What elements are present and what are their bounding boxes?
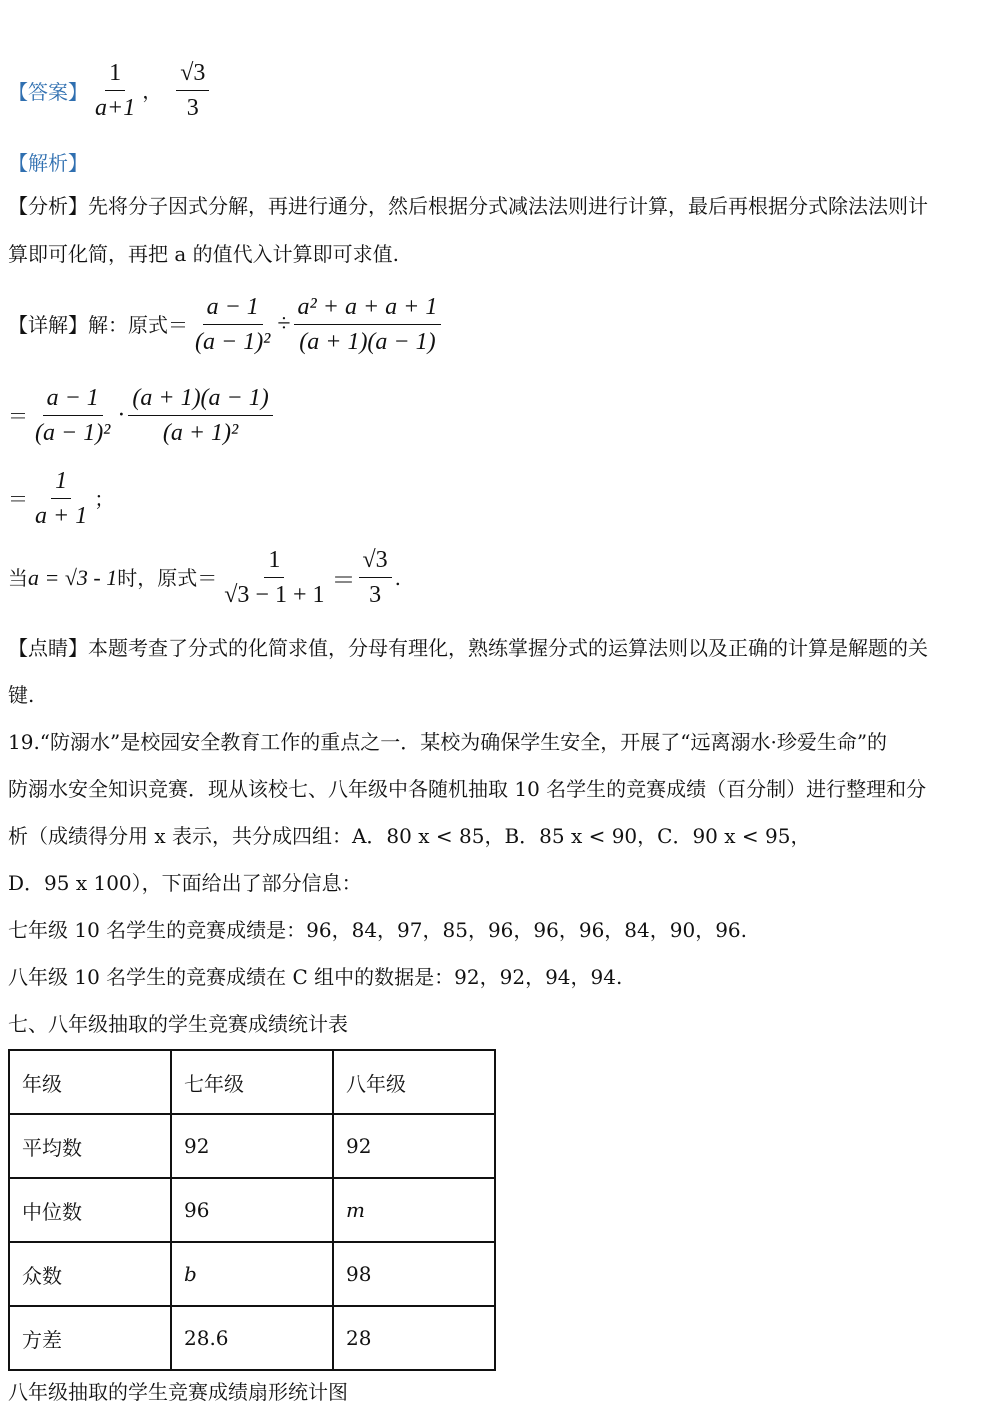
table-row bbox=[9, 1178, 495, 1242]
q19-line-3: 析（成绩得分用 x 表示，共分成四组：A．80 x < 85，B．85 x < 90，C．90 x < 95， bbox=[8, 824, 811, 848]
table-row bbox=[9, 1050, 495, 1114]
fenxi-line-2: 算即可化简，再把 a 的值代入计算即可求值. bbox=[8, 242, 399, 266]
table-title: 七、八年级抽取的学生竞赛成绩统计表 bbox=[8, 1012, 348, 1036]
table-row bbox=[9, 1114, 495, 1178]
table-cell: b bbox=[171, 1242, 333, 1306]
table-cell: 平均数 bbox=[9, 1114, 171, 1178]
table-cell: 28.6 bbox=[171, 1306, 333, 1370]
dianjing-line-1: 【点睛】本题考查了分式的化简求值，分母有理化，熟练掌握分式的运算法则以及正确的计算是解题的关 bbox=[8, 636, 928, 660]
q19-line-6: 八年级 10 名学生的竞赛成绩在 C 组中的数据是：92，92，94，94. bbox=[8, 965, 623, 989]
table-cell: 八年级 bbox=[333, 1050, 495, 1114]
substitute-fraction: $\frac{1}{√3 - 1 + 1}$ bbox=[224, 547, 325, 608]
fraction-2: $\frac{\text{a² + a + a + 1}}{(a + 1)(a - 1)}$ bbox=[294, 292, 442, 357]
q19-line-5: 七年级 10 名学生的竞赛成绩是：96，84，97，85，96，96，96，84，90，96. bbox=[8, 918, 748, 942]
q19-line-1: 19.“防溺水”是校园安全教育工作的重点之一．某校为确保学生安全，开展了“远离溺水·珍爱生命”的 bbox=[8, 730, 888, 754]
table-cell: 众数 bbox=[9, 1242, 171, 1306]
xiangjie-line: 【详解】 解：原式＝ $\frac{a - 1}{\text{(a − 1)²}}$ ÷ $\frac{\text{a² + a + a + 1}}{(a + 1)(a - 1)}$ bbox=[8, 292, 444, 357]
answer-tag: 【答案】 bbox=[8, 80, 88, 104]
table-row bbox=[9, 1242, 495, 1306]
analysis-tag: 【解析】 bbox=[8, 151, 88, 175]
dianjing-line-2: 键. bbox=[8, 683, 35, 707]
fenxi-line-1: 【分析】先将分子因式分解，再进行通分，然后根据分式减法法则进行计算，最后再根据分式除法法则计 bbox=[8, 194, 928, 218]
fraction-1: $\frac{a - 1}{\text{(a − 1)²}}$ bbox=[195, 294, 271, 355]
q19-line-4: D．95 x 100），下面给出了部分信息： bbox=[8, 871, 362, 895]
table-cell: 方差 bbox=[9, 1306, 171, 1370]
fraction-4: $\frac{(a + 1)(a - 1)}{\text{(a + 1)²}}$ bbox=[128, 383, 272, 448]
table-cell: 96 bbox=[171, 1178, 333, 1242]
pie-chart-title: 八年级抽取的学生竞赛成绩扇形统计图 bbox=[8, 1380, 348, 1404]
table-cell: 92 bbox=[171, 1114, 333, 1178]
result-fraction: $\frac{√3}{3}$ bbox=[359, 545, 392, 610]
step-2-line: ＝ $\frac{a - 1}{\text{(a − 1)²}}$ · $\frac{(a + 1)(a - 1)}{\text{(a + 1)²}}$ bbox=[8, 383, 276, 448]
stats-table bbox=[8, 1049, 496, 1371]
answer-line: 【答案】 $\frac{1}{a+1}$ ， $\frac{√3}{3}$ bbox=[8, 58, 212, 123]
substitute-line: 当 a = √3 - 1 时，原式＝ $\frac{1}{√3 - 1 + 1}$ ＝ $\frac{√3}{3}$ . bbox=[8, 547, 402, 608]
table-cell: 92 bbox=[333, 1114, 495, 1178]
step-3-line: ＝ $\frac{1}{a + 1}$ ； bbox=[8, 468, 115, 529]
answer-fraction-2: $\frac{√3}{3}$ bbox=[176, 58, 209, 123]
fraction-3: $\frac{a - 1}{\text{(a − 1)²}}$ bbox=[35, 385, 111, 446]
table-cell: 28 bbox=[333, 1306, 495, 1370]
table-row bbox=[9, 1306, 495, 1370]
answer-fraction-1: $\frac{1}{a+1}$ bbox=[95, 60, 136, 121]
fraction-5: $\frac{1}{a + 1}$ bbox=[35, 468, 88, 529]
q19-line-2: 防溺水安全知识竞赛．现从该校七、八年级中各随机抽取 10 名学生的竞赛成绩（百分制）进行整理和分 bbox=[8, 777, 927, 801]
table-cell: 七年级 bbox=[171, 1050, 333, 1114]
table-cell: 中位数 bbox=[9, 1178, 171, 1242]
table-cell: 年级 bbox=[9, 1050, 171, 1114]
table-cell: 98 bbox=[333, 1242, 495, 1306]
table-cell: m bbox=[333, 1178, 495, 1242]
